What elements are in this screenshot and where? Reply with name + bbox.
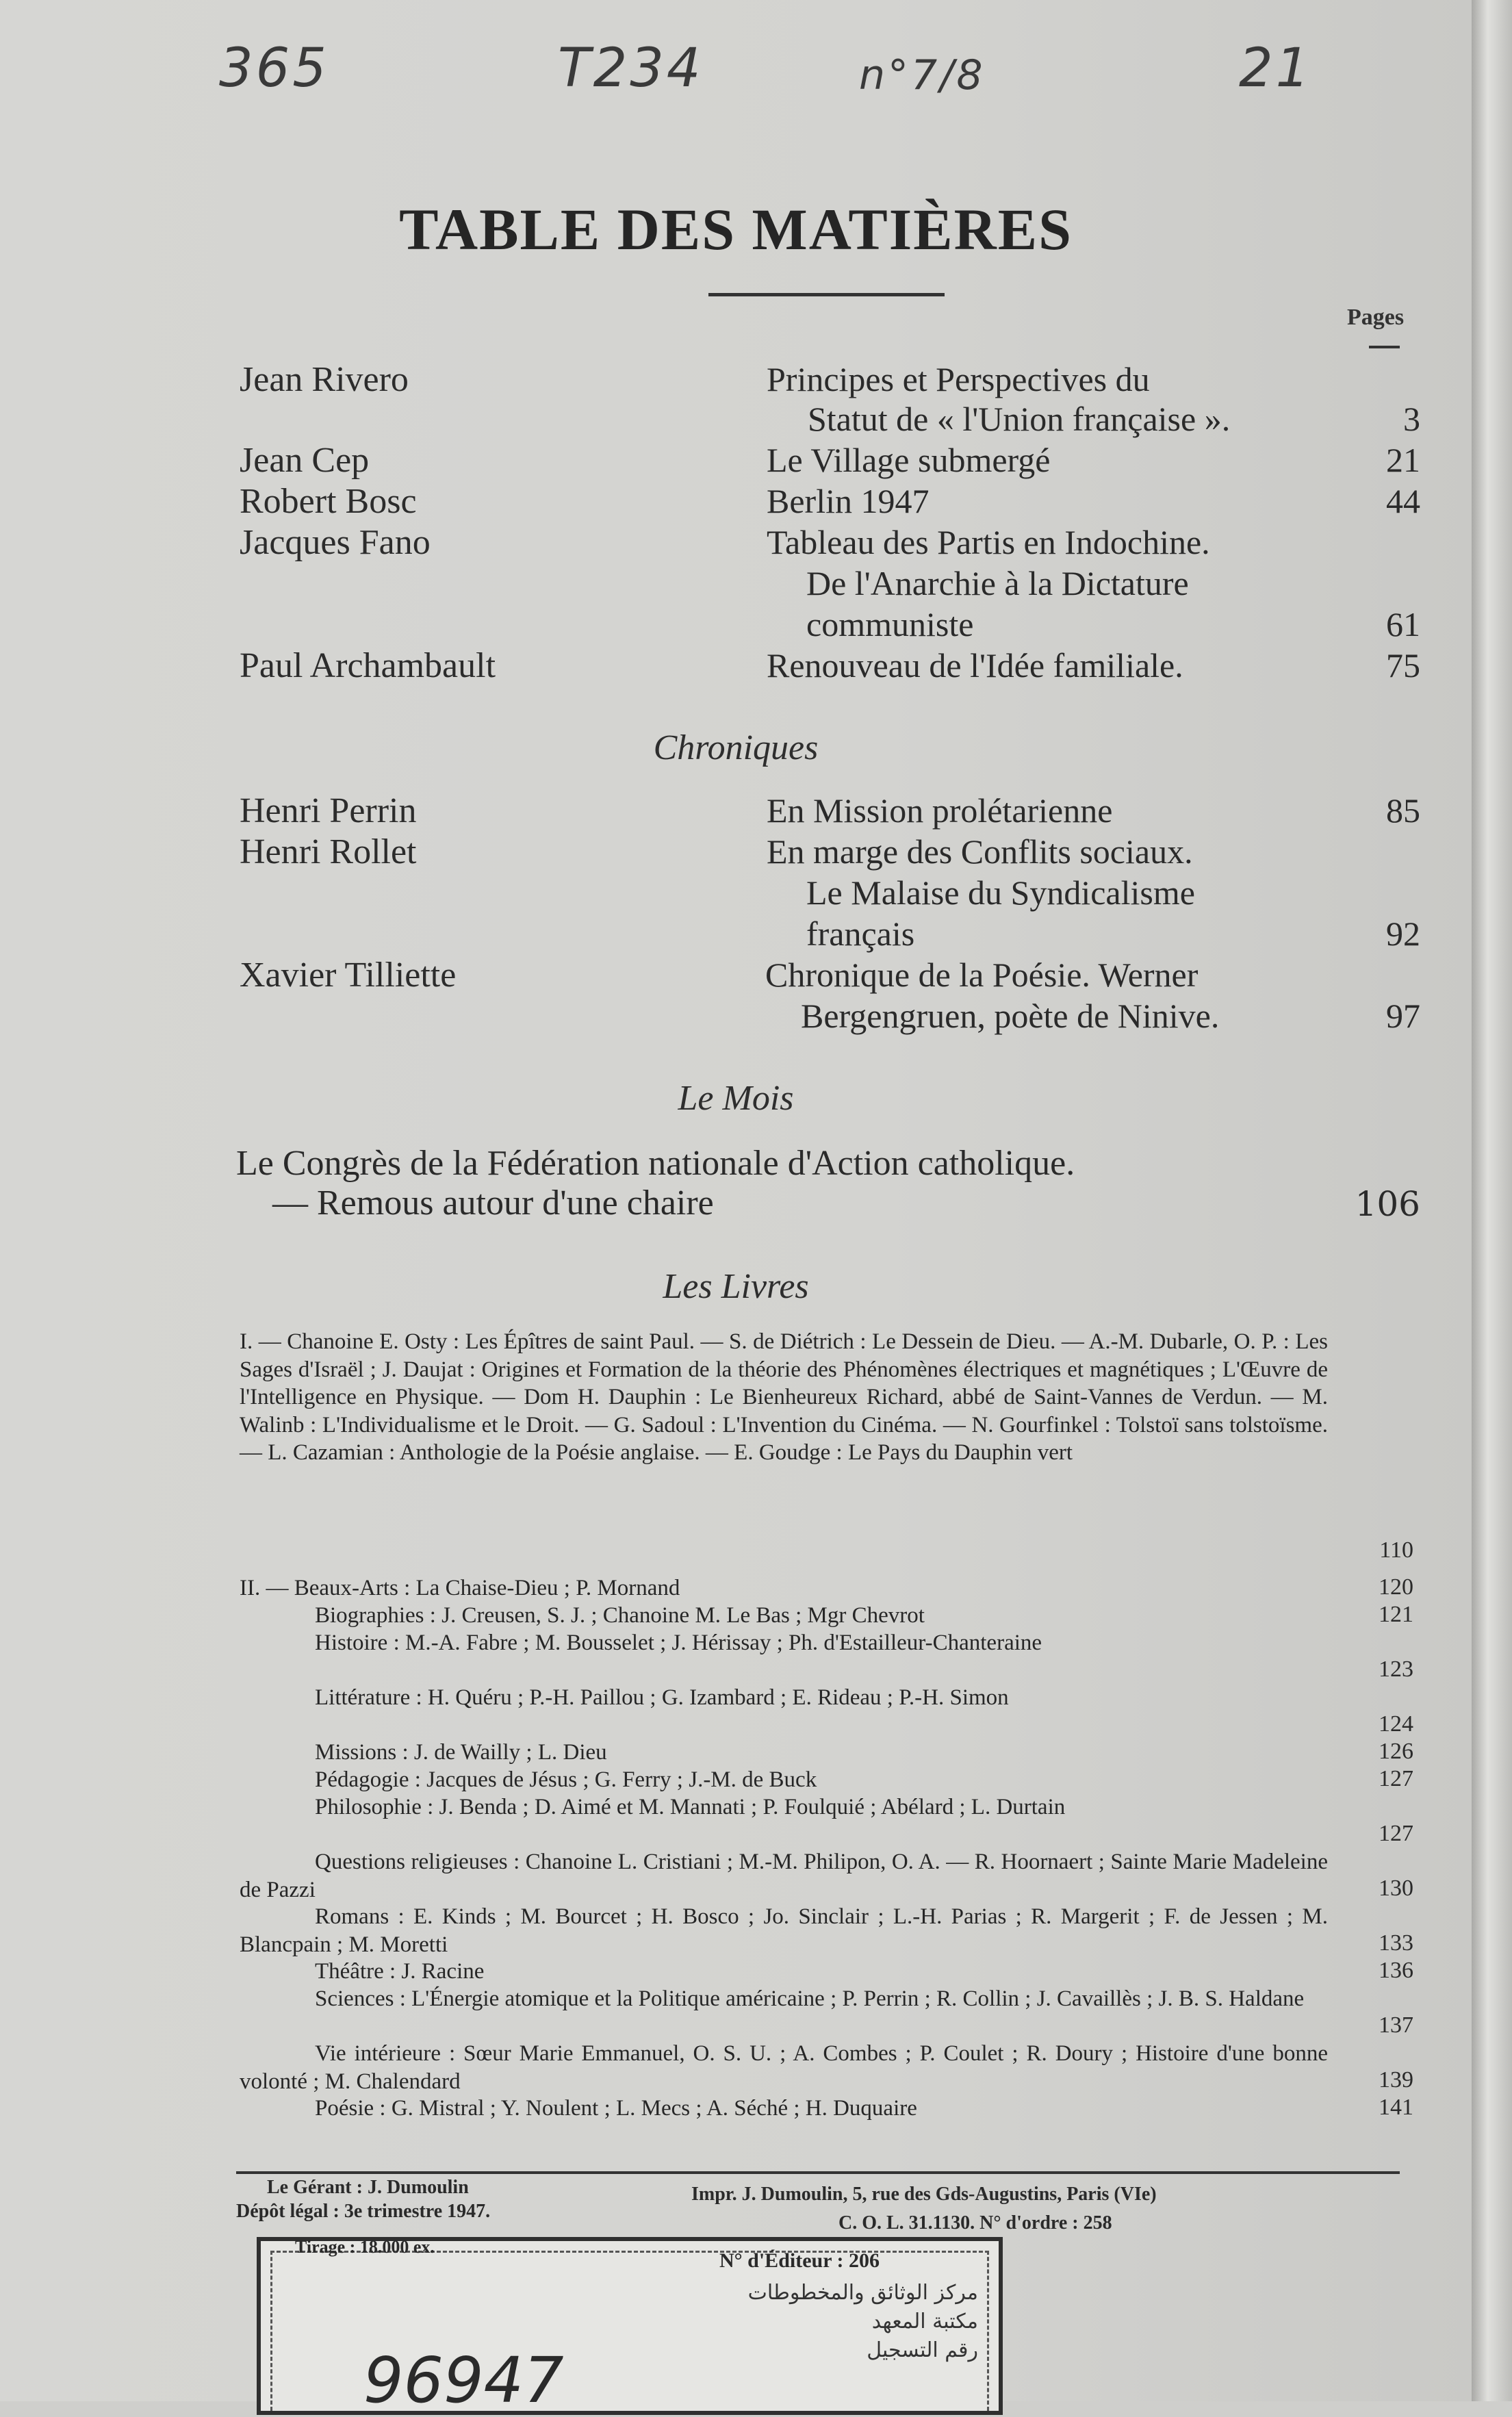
bottom-rule [236,2171,1400,2174]
livres-rubric-page: 130 [1379,1876,1413,1901]
chronique-title-line: En Mission prolétarienne [767,791,1113,830]
imprint-editeur: N° d'Éditeur : 206 [719,2249,880,2272]
livres-rubric: Romans : E. Kinds ; M. Bourcet ; H. Bosco ; Jo. Sinclair ; L.-H. Parias ; R. Margerit ; F. de Jessen ; M. Blancpain ; M. Moretti [240,1904,1328,1957]
chronique-author: Henri Perrin [240,791,417,830]
page-edge [1472,0,1512,2401]
article-title-line: Statut de « l'Union française ». [808,400,1231,438]
livres-rubric: Philosophie : J. Benda ; D. Aimé et M. Mannati ; P. Foulquié ; Abélard ; L. Durtain [315,1795,1066,1819]
livres-rubric: Questions religieuses : Chanoine L. Cristiani ; M.-M. Philipon, O. A. — R. Hoornaert ; Sainte Marie Madeleine de Pazzi [240,1850,1328,1902]
handwritten-note-4: 21 [1239,38,1313,99]
chronique-title-line: français [806,915,915,953]
title-rule [708,293,945,296]
livres-rubric-page: 133 [1379,1930,1413,1956]
livres-rubric: Vie intérieure : Sœur Marie Emmanuel, O. S. U. ; A. Combes ; P. Coulet ; R. Doury ; Histoire d'une bonne volonté ; M. Chalendard [240,2041,1328,2094]
chronique-page: 85 [1386,791,1420,830]
stamp-registration-number: 96947 [363,2344,564,2417]
section-heading-chroniques: Chroniques [653,728,819,767]
livres-rubric-page: 124 [1379,1711,1413,1737]
article-title-line: Principes et Perspectives du [767,360,1150,398]
chronique-author: Xavier Tilliette [240,956,457,995]
mois-line: — Remous autour d'une chaire [272,1184,714,1223]
livres-rubric: Pédagogie : Jacques de Jésus ; G. Ferry ; J.-M. de Buck [315,1767,817,1792]
livres-page: 110 [1379,1537,1413,1563]
handwritten-note-2: T234 [558,38,704,99]
stamp-text-line: مركز الوثائق والمخطوطات [747,2281,978,2305]
section-heading-livres: Les Livres [663,1267,809,1306]
article-author: Robert Bosc [240,482,417,521]
imprint-co: C. O. L. 31.1130. N° d'ordre : 258 [838,2212,1112,2234]
chronique-title-line: En marge des Conflits sociaux. [767,832,1193,871]
article-author: Paul Archambault [240,646,496,685]
article-title-line: Renouveau de l'Idée familiale. [767,646,1183,685]
livres-rubric-page: 120 [1379,1574,1413,1600]
livres-rubric-page: 127 [1379,1766,1413,1791]
library-stamp [257,2237,1003,2415]
article-page: 75 [1386,646,1420,685]
chronique-title-line: Le Malaise du Syndicalisme [806,873,1195,912]
livres-rubric: Missions : J. de Wailly ; L. Dieu [315,1740,607,1765]
livres-rubric-page: 137 [1379,2012,1413,2038]
article-page: 61 [1386,605,1420,643]
article-page: 3 [1403,400,1420,438]
livres-rubric: Littérature : H. Quéru ; P.-H. Paillou ; G. Izambard ; E. Rideau ; P.-H. Simon [315,1685,1009,1710]
article-title-line: De l'Anarchie à la Dictature [806,564,1189,602]
pages-column-label: Pages [1347,305,1405,330]
imprint-tirage: Tirage : 18.000 ex. [295,2237,435,2257]
stamp-text-line: رقم التسجيل [867,2338,978,2362]
livres-rubric-page: 126 [1379,1739,1413,1764]
imprint-gerant: Le Gérant : J. Dumoulin [267,2177,469,2198]
mois-page: 106 [1355,1184,1420,1224]
livres-rubric: II. — Beaux-Arts : La Chaise-Dieu ; P. Mornand [240,1576,680,1600]
livres-rubric: Histoire : M.-A. Fabre ; M. Bousselet ; J. Hérissay ; Ph. d'Estailleur-Chanteraine [315,1630,1042,1655]
article-title-line: Tableau des Partis en Indochine. [767,523,1210,561]
chronique-title-line: Chronique de la Poésie. Werner [765,956,1199,994]
livres-rubric: Biographies : J. Creusen, S. J. ; Chanoine M. Le Bas ; Mgr Chevrot [315,1603,925,1628]
article-author: Jean Cep [240,441,370,480]
livres-rubric-page: 123 [1379,1657,1413,1682]
section-heading-mois: Le Mois [678,1079,794,1118]
imprint-depot: Dépôt légal : 3e trimestre 1947. [236,2201,491,2222]
handwritten-note-3: n°7/8 [859,51,986,99]
livres-rubric-page: 127 [1379,1821,1413,1846]
chronique-author: Henri Rollet [240,832,417,871]
livres-rubric-page: 136 [1379,1958,1413,1983]
livres-rubric: Théâtre : J. Racine [315,1959,485,1984]
article-title-line: Berlin 1947 [767,482,930,520]
chronique-title-line: Bergengruen, poète de Ninive. [801,997,1220,1035]
pages-dash [1369,346,1400,348]
livres-part1-text: I. — Chanoine E. Osty : Les Épîtres de saint Paul. — S. de Diétrich : Le Dessein de Dieu. — A.-M. Dubarle, O. P. : Les Sages d'Israël ; J. Daujat : Origines et Formation de la théorie des Phénomènes électriques et magnétiques ; L'Œuvre de l'Intelligence en Physique. — Dom H. Dauphin : Le Bienheureux Richard, abbé de Saint-Vannes de Verdun. — M. Walinb : L'Individualisme et le Droit. — G. Sadoul : L'Invention du Cinéma. — N. Gourfinkel : Tolstoï sans tolstoïsme. — L. Cazamian : Anthologie de la Poésie anglaise. — E. Goudge : Le Pays du Dauphin vert [240,1329,1328,1465]
article-title-line: Le Village submergé [767,441,1051,479]
livres-rubric-page: 141 [1379,2095,1413,2120]
chronique-page: 92 [1386,915,1420,953]
mois-line: Le Congrès de la Fédération nationale d'Action catholique. [236,1144,1075,1183]
handwritten-note-1: 365 [219,38,329,99]
livres-rubric-page: 121 [1379,1602,1413,1627]
article-page: 44 [1386,482,1420,520]
livres-rubric: Poésie : G. Mistral ; Y. Noulent ; L. Mecs ; A. Séché ; H. Duquaire [315,2096,917,2121]
article-page: 21 [1386,441,1420,479]
page-title: TABLE DES MATIÈRES [399,196,1073,262]
stamp-text-line: مكتبة المعهد [871,2310,978,2333]
article-author: Jacques Fano [240,523,431,562]
chronique-page: 97 [1386,997,1420,1035]
article-author: Jean Rivero [240,360,409,399]
livres-rubric-page: 139 [1379,2067,1413,2093]
livres-rubric: Sciences : L'Énergie atomique et la Politique américaine ; P. Perrin ; R. Collin ; J. Cavaillès ; J. B. S. Haldane [315,1986,1305,2011]
article-title-line: communiste [806,605,974,643]
imprint-printer: Impr. J. Dumoulin, 5, rue des Gds-Augustins, Paris (VIe) [691,2184,1157,2205]
